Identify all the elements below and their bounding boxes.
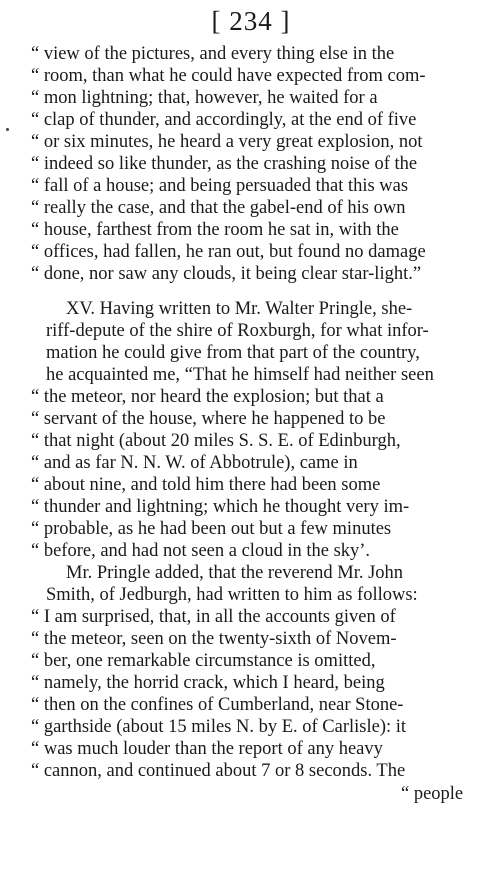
text-line: “ then on the confines of Cumberland, near Stone- — [31, 695, 404, 715]
text-line: “ the meteor, nor heard the explosion; but that a — [31, 387, 384, 407]
text-line: Smith, of Jedburgh, had written to him as follows: — [46, 585, 418, 605]
text-line: riff-depute of the shire of Roxburgh, for what infor- — [46, 321, 429, 341]
text-line: “ probable, as he had been out but a few minutes — [31, 519, 392, 539]
margin-mark — [6, 128, 9, 131]
text-line: “ room, than what he could have expected from com- — [31, 66, 426, 86]
text-line: “ servant of the house, where he happened to be — [31, 409, 386, 429]
text-line: “ about nine, and told him there had been some — [31, 475, 381, 495]
text-line: “ fall of a house; and being persuaded that this was — [31, 176, 409, 196]
text-line: “ and as far N. N. W. of Abbotrule), came in — [31, 453, 358, 473]
text-line: mation he could give from that part of the country, — [46, 343, 420, 363]
text-line: “ was much louder than the report of any heavy — [31, 739, 383, 759]
text-line: he acquainted me, “That he himself had neither seen — [46, 365, 434, 385]
catchword: “ people — [401, 784, 464, 804]
text-line: XV. Having written to Mr. Walter Pringle, she- — [66, 299, 413, 319]
text-line: “ offices, had fallen, he ran out, but found no damage — [31, 242, 426, 262]
text-line: “ really the case, and that the gabel-end of his own — [31, 198, 406, 218]
text-line: “ before, and had not seen a cloud in the sky’. — [31, 541, 371, 561]
text-line: “ done, nor saw any clouds, it being clear star-light.” — [31, 264, 422, 284]
text-line: “ view of the pictures, and every thing else in the — [31, 44, 395, 64]
text-line: “ indeed so like thunder, as the crashing noise of the — [31, 154, 418, 174]
text-line: Mr. Pringle added, that the reverend Mr. John — [66, 563, 404, 583]
text-line: “ garthside (about 15 miles N. by E. of Carlisle): it — [31, 717, 407, 737]
text-line: “ thunder and lightning; which he thought very im- — [31, 497, 410, 517]
text-line: “ mon lightning; that, however, he waited for a — [31, 88, 378, 108]
text-line: “ that night (about 20 miles S. S. E. of Edinburgh, — [31, 431, 401, 451]
text-line: “ clap of thunder, and accordingly, at the end of five — [31, 110, 417, 130]
text-line: “ cannon, and continued about 7 or 8 seconds. The — [31, 761, 406, 781]
text-line: “ house, farthest from the room he sat in, with the — [31, 220, 399, 240]
text-line: “ or six minutes, he heard a very great explosion, not — [31, 132, 423, 152]
text-line: “ namely, the horrid crack, which I heard, being — [31, 673, 385, 693]
text-line: “ I am surprised, that, in all the accounts given of — [31, 607, 396, 627]
page-number: [ 234 ] — [211, 6, 291, 36]
text-line: “ the meteor, seen on the twenty-sixth of Novem- — [31, 629, 397, 649]
text-line: “ ber, one remarkable circumstance is omitted, — [31, 651, 376, 671]
